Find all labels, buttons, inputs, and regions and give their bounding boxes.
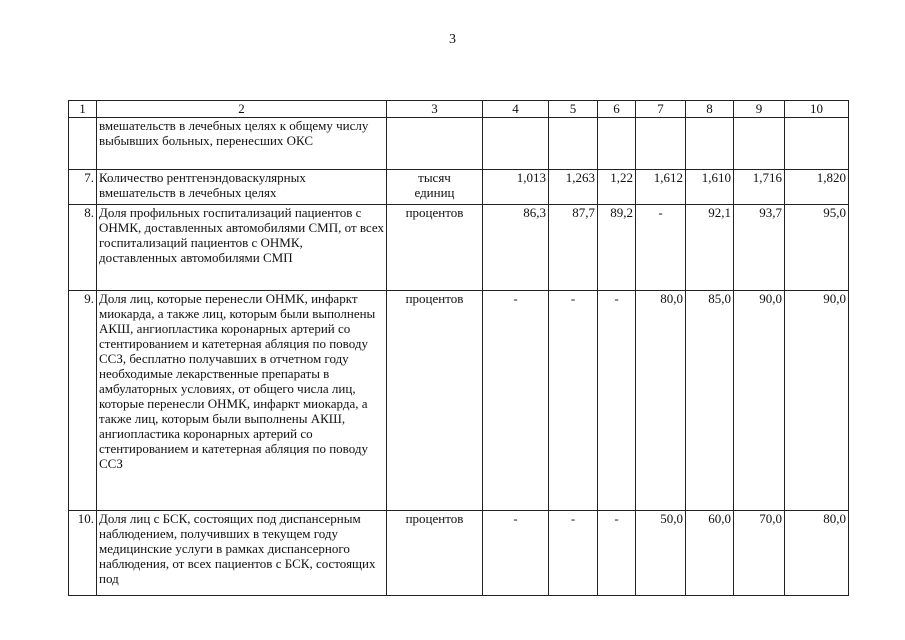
- unit-label: процентов: [405, 291, 464, 306]
- value-cell: -: [549, 291, 598, 511]
- value-cell: 1,263: [549, 170, 598, 205]
- value-cell: 86,3: [483, 205, 549, 291]
- value-cell: -: [483, 291, 549, 511]
- value-cell: [686, 118, 734, 170]
- unit-cell: [387, 118, 483, 170]
- value-cell: 70,0: [734, 511, 785, 596]
- header-cell: 8: [686, 101, 734, 118]
- unit-label: процентов: [405, 511, 464, 526]
- value-cell: 1,716: [734, 170, 785, 205]
- table-row: [69, 170, 849, 205]
- value-cell: 80,0: [636, 291, 686, 511]
- unit-cell: [387, 205, 483, 291]
- unit-label: единиц: [414, 185, 455, 200]
- value-cell: -: [598, 511, 636, 596]
- value-cell: [549, 118, 598, 170]
- value-cell: -: [636, 205, 686, 291]
- indicator-name: вмешательств в лечебных целях к общему числу выбывших больных, перенесших ОКС: [97, 118, 387, 170]
- header-cell: 6: [598, 101, 636, 118]
- indicator-name: Доля лиц, которые перенесли ОНМК, инфаркт миокарда, а также лиц, которым были выполнены АКШ, ангиопластика коронарных артерий со стентированием и катетерная абляция по поводу ССЗ, бесплатно получавших в отчетном году необходимые лекарственные препараты в амбулаторных условиях, от общего числа лиц, которые перенесли ОНМК, инфаркт миокарда, а также лиц, которым были выполнены АКШ, ангиопластика коронарных артерий со стентированием и катетерная абляция по поводу ССЗ: [97, 291, 387, 511]
- value-cell: 1,22: [598, 170, 636, 205]
- value-cell: [734, 118, 785, 170]
- value-cell: [483, 118, 549, 170]
- header-cell: 1: [69, 101, 97, 118]
- value-cell: 1,013: [483, 170, 549, 205]
- value-cell: [785, 118, 849, 170]
- value-cell: 89,2: [598, 205, 636, 291]
- value-cell: 1,820: [785, 170, 849, 205]
- unit-cell: [387, 291, 483, 511]
- table-row: [69, 118, 849, 170]
- page-number: 3: [449, 32, 456, 47]
- unit-cell: [387, 511, 483, 596]
- value-cell: 92,1: [686, 205, 734, 291]
- value-cell: -: [598, 291, 636, 511]
- header-cell: 7: [636, 101, 686, 118]
- header-cell: 5: [549, 101, 598, 118]
- indicator-name: Количество рентгенэндоваскулярных вмешательств в лечебных целях: [97, 170, 387, 205]
- value-cell: 1,612: [636, 170, 686, 205]
- table-row: [69, 511, 849, 596]
- row-number: 8.: [69, 205, 97, 291]
- value-cell: [598, 118, 636, 170]
- indicators-table: [68, 100, 849, 596]
- row-number: 7.: [69, 170, 97, 205]
- value-cell: -: [483, 511, 549, 596]
- value-cell: [636, 118, 686, 170]
- indicator-name: Доля профильных госпитализаций пациентов с ОНМК, доставленных автомобилями СМП, от всех госпитализаций пациентов с ОНМК, доставленных автомобилями СМП: [97, 205, 387, 291]
- header-cell: 9: [734, 101, 785, 118]
- table-row: [69, 205, 849, 291]
- value-cell: 50,0: [636, 511, 686, 596]
- row-number: 10.: [69, 511, 97, 596]
- indicator-name: Доля лиц с БСК, состоящих под диспансерным наблюдением, получивших в текущем году медицинские услуги в рамках диспансерного наблюдения, от всех пациентов с БСК, состоящих под: [97, 511, 387, 596]
- header-cell: 4: [483, 101, 549, 118]
- header-cell: 10: [785, 101, 849, 118]
- value-cell: 60,0: [686, 511, 734, 596]
- row-number: 9.: [69, 291, 97, 511]
- value-cell: 95,0: [785, 205, 849, 291]
- header-cell: 3: [387, 101, 483, 118]
- value-cell: 85,0: [686, 291, 734, 511]
- unit-label: процентов: [405, 205, 464, 220]
- row-number: [69, 118, 97, 170]
- header-row: [69, 101, 849, 118]
- header-cell: 2: [97, 101, 387, 118]
- value-cell: 93,7: [734, 205, 785, 291]
- value-cell: -: [549, 511, 598, 596]
- unit-cell: [387, 170, 483, 205]
- value-cell: 90,0: [734, 291, 785, 511]
- value-cell: 90,0: [785, 291, 849, 511]
- value-cell: 87,7: [549, 205, 598, 291]
- value-cell: 1,610: [686, 170, 734, 205]
- value-cell: 80,0: [785, 511, 849, 596]
- table-row: [69, 291, 849, 511]
- unit-label: тысяч: [418, 170, 451, 185]
